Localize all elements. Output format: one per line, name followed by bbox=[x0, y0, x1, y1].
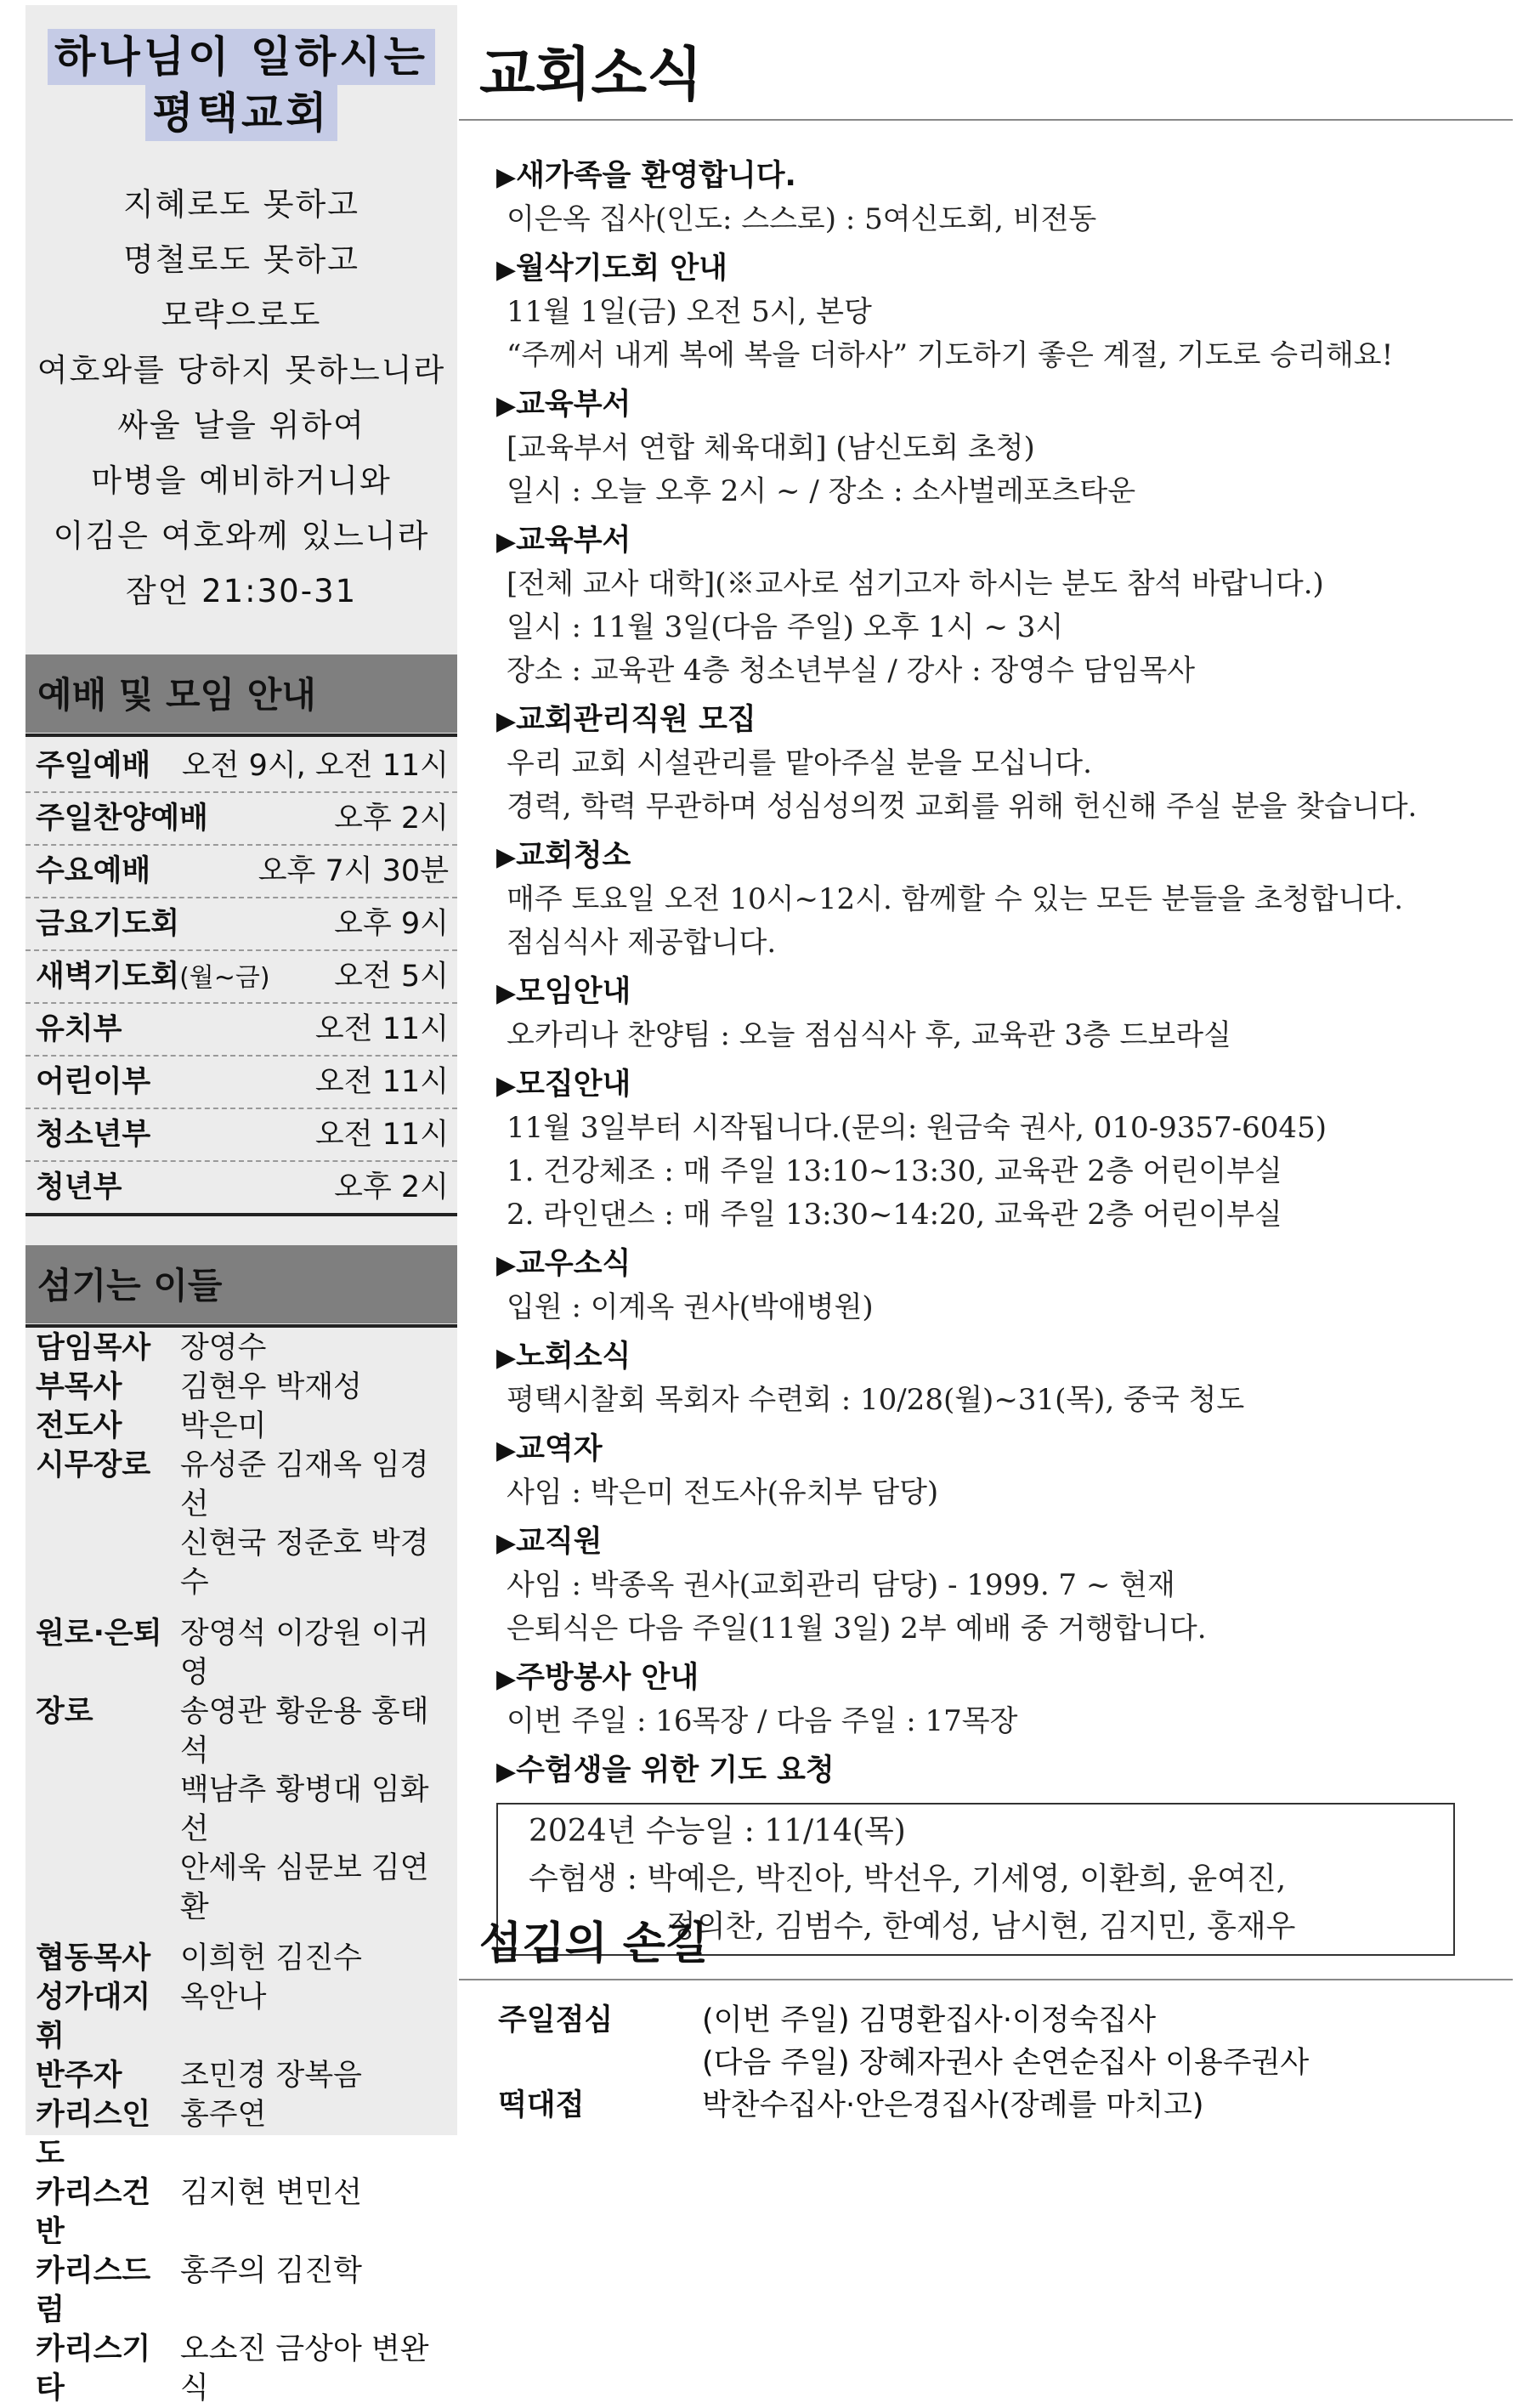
verse-line: 마병을 예비하거니와 bbox=[91, 462, 392, 499]
serve-row bbox=[498, 2042, 1309, 2084]
worship-name bbox=[36, 951, 270, 1004]
verse-reference: 잠언 21:30-31 bbox=[125, 573, 358, 609]
serve-label: 주일점심 bbox=[498, 2003, 614, 2037]
staff-name-line: 김지현 변민선 bbox=[180, 2176, 362, 2210]
news-heading-text: 모임안내 bbox=[516, 975, 631, 1009]
serve-text: 박찬수집사·안은경집사(장례를 마치고) bbox=[702, 2088, 1204, 2122]
staff-name-line: 유성준 김재옥 임경선 bbox=[179, 1448, 429, 1521]
worship-row bbox=[25, 1162, 457, 1216]
news-item bbox=[496, 972, 1482, 1057]
worship-section-header: 예배 및 모임 안내 bbox=[25, 654, 457, 733]
serve-list bbox=[498, 1999, 1309, 2127]
news-line: 입원 : 이계옥 권사(박애병원) bbox=[507, 1290, 874, 1324]
bullet-arrow-icon: ▶ bbox=[496, 391, 517, 421]
serve-text: (이번 주일) 김명환집사·이정숙집사 bbox=[702, 2003, 1157, 2037]
news-line: 사임 : 박종옥 권사(교회관리 담당) - 1999. 7 ~ 현재 bbox=[507, 1568, 1175, 1602]
news-heading-text: 교회청소 bbox=[516, 839, 631, 873]
staff-names bbox=[180, 2330, 457, 2408]
bullet-arrow-icon: ▶ bbox=[496, 706, 517, 736]
staff-name-line: 김현우 박재성 bbox=[180, 1370, 362, 1404]
news-heading-text: 교직원 bbox=[516, 1525, 603, 1559]
worship-name bbox=[36, 1109, 150, 1160]
news-item bbox=[496, 248, 1482, 377]
news-item bbox=[496, 1336, 1482, 1422]
news-line: “주께서 내게 복에 복을 더하사” 기도하기 좋은 계절, 기도로 승리해요! bbox=[507, 338, 1394, 372]
news-line: 1. 건강체조 : 매 주일 13:10~13:30, 교육관 2층 어린이부실 bbox=[507, 1154, 1282, 1188]
bullet-arrow-icon: ▶ bbox=[496, 1250, 517, 1280]
staff-names bbox=[180, 2173, 362, 2252]
staff-names bbox=[180, 1368, 362, 1407]
worship-time: 오전 11시 bbox=[314, 1012, 449, 1046]
staff-row bbox=[25, 1939, 457, 1978]
worship-row bbox=[25, 1004, 457, 1057]
news-line: 오카리나 찬양팀 : 오늘 점심식사 후, 교육관 3층 드보라실 bbox=[507, 1018, 1231, 1052]
news-heading bbox=[496, 156, 1482, 198]
staff-row bbox=[25, 2330, 457, 2408]
worship-time: 오후 9시 bbox=[334, 907, 449, 941]
worship-time: 오전 9시, 오전 11시 bbox=[181, 749, 449, 783]
news-item bbox=[496, 520, 1482, 693]
serve-row bbox=[498, 2084, 1309, 2127]
worship-row bbox=[25, 740, 457, 793]
staff-name-line: 홍주의 김진학 bbox=[180, 2254, 362, 2288]
bullet-arrow-icon: ▶ bbox=[496, 1071, 517, 1101]
worship-name bbox=[36, 898, 179, 949]
staff-name-line: 이희헌 김진수 bbox=[180, 1941, 362, 1975]
news-item bbox=[496, 1429, 1482, 1515]
staff-row bbox=[25, 2173, 457, 2252]
bullet-arrow-icon: ▶ bbox=[496, 1436, 517, 1465]
worship-row bbox=[25, 793, 457, 846]
staff-label: 카리스기타 bbox=[36, 2332, 151, 2405]
worship-name bbox=[36, 1162, 122, 1213]
bullet-arrow-icon: ▶ bbox=[496, 1528, 517, 1558]
news-heading-text: 교우소식 bbox=[516, 1247, 631, 1281]
news-heading bbox=[496, 1750, 1482, 1793]
staff-label: 원로·은퇴 bbox=[36, 1617, 162, 1651]
worship-name bbox=[36, 740, 150, 791]
staff-row bbox=[25, 1368, 457, 1407]
news-item bbox=[496, 384, 1482, 513]
news-line: 경력, 학력 무관하며 성심성의껏 교회를 위해 헌신해 주실 분을 찾습니다. bbox=[507, 790, 1418, 824]
main-content bbox=[459, 0, 1517, 2145]
news-line: 일시 : 11월 3일(다음 주일) 오후 1시 ~ 3시 bbox=[507, 610, 1064, 644]
news-line: 일시 : 오늘 오후 2시 ~ / 장소 : 소사벌레포츠타운 bbox=[507, 474, 1136, 508]
staff-row bbox=[25, 1978, 457, 2056]
staff-name-line: 안세욱 심문보 김연환 bbox=[179, 1851, 429, 1924]
staff-label: 카리스드럼 bbox=[36, 2254, 151, 2327]
news-line: 우리 교회 시설관리를 맡아주실 분을 모십니다. bbox=[507, 746, 1092, 780]
page-title: 교회소식 bbox=[479, 42, 703, 109]
news-item bbox=[496, 1244, 1482, 1329]
news-line: 사임 : 박은미 전도사(유치부 담당) bbox=[507, 1476, 939, 1510]
worship-name bbox=[36, 793, 208, 844]
staff-names bbox=[180, 2252, 362, 2330]
verse-line: 명철로도 못하고 bbox=[123, 241, 359, 278]
exam-date: 2024년 수능일 : 11/14(목) bbox=[529, 1814, 906, 1849]
staff-name-line: 백남추 황병대 임화선 bbox=[179, 1773, 429, 1846]
serve-label: 떡대접 bbox=[498, 2088, 585, 2122]
news-heading bbox=[496, 520, 1482, 563]
news-line: 평택시찰회 목회자 수련회 : 10/28(월)~31(목), 중국 청도 bbox=[507, 1383, 1245, 1417]
students-line: 수험생 : 박예은, 박진아, 박선우, 기세영, 이환희, 윤여진, bbox=[529, 1861, 1287, 1896]
staff-section-header: 섬기는 이들 bbox=[25, 1245, 457, 1323]
news-heading-text: 교육부서 bbox=[516, 524, 631, 558]
worship-time: 오후 7시 30분 bbox=[258, 854, 449, 888]
news-heading bbox=[496, 836, 1482, 878]
news-line: [교육부서 연합 체육대회] (남신도회 초청) bbox=[507, 431, 1035, 465]
church-title-line: 평택교회 bbox=[145, 85, 337, 141]
worship-name-text: 수요예배 bbox=[36, 854, 151, 888]
bullet-arrow-icon: ▶ bbox=[496, 1664, 517, 1694]
staff-names bbox=[180, 1446, 457, 1602]
title-divider bbox=[459, 119, 1513, 121]
staff-names bbox=[180, 2056, 362, 2095]
church-title bbox=[25, 5, 457, 141]
staff-names bbox=[180, 1329, 266, 1368]
staff-label: 카리스인도 bbox=[36, 2098, 151, 2171]
staff-label: 전도사 bbox=[36, 1409, 122, 1443]
worship-name bbox=[36, 1057, 150, 1108]
staff-name-line: 오소진 금상아 변완식 bbox=[179, 2332, 429, 2405]
news-line: 이번 주일 : 16목장 / 다음 주일 : 17목장 bbox=[507, 1704, 1018, 1738]
news-line: 매주 토요일 오전 10시~12시. 함께할 수 있는 모든 분들을 초청합니다. bbox=[507, 882, 1403, 916]
news-item bbox=[496, 1521, 1482, 1651]
bullet-arrow-icon: ▶ bbox=[496, 255, 517, 285]
news-heading-text: 교회관리직원 모집 bbox=[516, 703, 756, 737]
worship-name-text: 금요기도회 bbox=[36, 907, 180, 941]
bullet-arrow-icon: ▶ bbox=[496, 527, 517, 557]
worship-name bbox=[36, 846, 150, 897]
verse-line: 모략으로도 bbox=[161, 297, 322, 333]
worship-row bbox=[25, 846, 457, 898]
staff-list bbox=[25, 1329, 457, 2408]
staff-name-line: 장영석 이강원 이귀영 bbox=[179, 1617, 429, 1690]
staff-names bbox=[180, 1978, 266, 2056]
worship-time: 오후 2시 bbox=[334, 1170, 449, 1204]
staff-label: 시무장로 bbox=[36, 1448, 151, 1482]
church-title-line: 하나님이 일하시는 bbox=[48, 29, 435, 85]
news-heading-text: 수험생을 위한 기도 요청 bbox=[516, 1754, 835, 1788]
serve-divider bbox=[459, 1979, 1513, 1980]
worship-name-text: 청년부 bbox=[36, 1170, 122, 1204]
staff-names bbox=[180, 1692, 457, 1927]
staff-label: 부목사 bbox=[36, 1370, 122, 1404]
news-item bbox=[496, 700, 1482, 829]
bullet-arrow-icon: ▶ bbox=[496, 1343, 517, 1373]
news-heading-text: 모집안내 bbox=[516, 1068, 631, 1102]
worship-name bbox=[36, 1004, 122, 1055]
serve-label bbox=[498, 2042, 680, 2084]
staff-row bbox=[25, 2252, 457, 2330]
staff-row bbox=[25, 1329, 457, 1368]
bullet-arrow-icon: ▶ bbox=[496, 842, 517, 872]
bullet-arrow-icon: ▶ bbox=[496, 1757, 517, 1787]
bible-verse bbox=[25, 177, 457, 619]
staff-name-line: 송영관 황운용 홍태석 bbox=[179, 1695, 429, 1768]
worship-row bbox=[25, 898, 457, 951]
staff-label: 협동목사 bbox=[36, 1941, 151, 1975]
worship-name-text: 청소년부 bbox=[36, 1118, 151, 1152]
worship-schedule bbox=[25, 740, 457, 1216]
serve-text: (다음 주일) 장혜자권사 손연순집사 이용주권사 bbox=[702, 2046, 1310, 2080]
news-item bbox=[496, 836, 1482, 965]
staff-row bbox=[25, 1614, 457, 1692]
serve-row bbox=[498, 1999, 1309, 2042]
news-heading-text: 새가족을 환영합니다. bbox=[516, 159, 796, 193]
staff-name-line: 신현국 정준호 박경수 bbox=[179, 1527, 429, 1600]
staff-row bbox=[25, 2056, 457, 2095]
worship-time: 오전 11시 bbox=[314, 1118, 449, 1152]
news-heading bbox=[496, 1064, 1482, 1107]
bullet-arrow-icon: ▶ bbox=[496, 162, 517, 192]
news-heading bbox=[496, 1657, 1482, 1700]
news-heading-text: 교육부서 bbox=[516, 388, 631, 422]
news-line: 은퇴식은 다음 주일(11월 3일) 2부 예배 중 거행합니다. bbox=[507, 1612, 1207, 1646]
worship-time: 오전 11시 bbox=[314, 1065, 449, 1099]
serve-section-title: 섬김의 손길 bbox=[479, 1918, 709, 1969]
news-heading bbox=[496, 700, 1482, 742]
worship-name-text: 유치부 bbox=[36, 1012, 122, 1046]
worship-name-text: 새벽기도회 bbox=[36, 960, 180, 994]
news-line: 이은옥 집사(인도: 스스로) : 5여신도회, 비전동 bbox=[507, 202, 1097, 236]
staff-row bbox=[25, 1692, 457, 1927]
staff-label: 반주자 bbox=[36, 2059, 122, 2093]
news-line: [전체 교사 대학](※교사로 섬기고자 하시는 분도 참석 바랍니다.) bbox=[507, 567, 1324, 601]
news-heading-text: 주방봉사 안내 bbox=[516, 1661, 699, 1695]
staff-row bbox=[25, 1407, 457, 1446]
news-heading-text: 월삭기도회 안내 bbox=[516, 252, 727, 286]
staff-row bbox=[25, 1446, 457, 1602]
staff-name-line: 장영수 bbox=[180, 1331, 267, 1365]
staff-names bbox=[180, 1407, 266, 1446]
news-heading bbox=[496, 972, 1482, 1014]
news-heading bbox=[496, 384, 1482, 427]
worship-name-text: 어린이부 bbox=[36, 1065, 151, 1099]
news-heading bbox=[496, 1244, 1482, 1286]
staff-label: 카리스건반 bbox=[36, 2176, 151, 2249]
news-heading bbox=[496, 1336, 1482, 1379]
news-line: 2. 라인댄스 : 매 주일 13:30~14:20, 교육관 2층 어린이부실 bbox=[507, 1198, 1282, 1232]
news-heading-text: 노회소식 bbox=[516, 1340, 631, 1374]
worship-row bbox=[25, 1057, 457, 1109]
staff-name-line: 옥안나 bbox=[180, 1980, 267, 2014]
worship-time: 오전 5시 bbox=[334, 960, 449, 994]
bullet-arrow-icon: ▶ bbox=[496, 978, 517, 1008]
staff-name-line: 박은미 bbox=[180, 1409, 267, 1443]
news-heading bbox=[496, 1521, 1482, 1564]
worship-name-text: 주일예배 bbox=[36, 749, 151, 783]
worship-row bbox=[25, 1109, 457, 1162]
news-line: 11월 3일부터 시작됩니다.(문의: 원금숙 권사, 010-9357-6045) bbox=[507, 1111, 1327, 1145]
news-heading bbox=[496, 1429, 1482, 1471]
staff-names bbox=[180, 2095, 266, 2173]
verse-line: 싸울 날을 위하여 bbox=[117, 407, 365, 444]
news-item bbox=[496, 1064, 1482, 1237]
staff-label: 담임목사 bbox=[36, 1331, 151, 1365]
sidebar bbox=[25, 5, 457, 2405]
worship-row bbox=[25, 951, 457, 1004]
staff-names bbox=[180, 1939, 362, 1978]
worship-note: (월~금) bbox=[179, 963, 270, 993]
verse-line: 이김은 여호와께 있느니라 bbox=[53, 518, 430, 554]
verse-line: 지혜로도 못하고 bbox=[123, 186, 359, 223]
news-line: 장소 : 교육관 4층 청소년부실 / 강사 : 장영수 담임목사 bbox=[507, 654, 1196, 688]
worship-time: 오후 2시 bbox=[334, 802, 449, 836]
news-item bbox=[496, 1657, 1482, 1743]
news-list bbox=[496, 156, 1482, 1963]
news-line: 11월 1일(금) 오전 5시, 본당 bbox=[507, 295, 872, 329]
staff-name-line: 조민경 장복음 bbox=[180, 2059, 362, 2093]
news-heading-text: 교역자 bbox=[516, 1432, 603, 1466]
news-line: 점심식사 제공합니다. bbox=[507, 926, 777, 960]
staff-name-line: 홍주연 bbox=[180, 2098, 267, 2132]
news-item bbox=[496, 156, 1482, 241]
staff-names bbox=[180, 1614, 457, 1692]
worship-name-text: 주일찬양예배 bbox=[36, 802, 208, 836]
verse-line: 여호와를 당하지 못하느니라 bbox=[37, 352, 446, 388]
news-heading bbox=[496, 248, 1482, 291]
staff-label: 장로 bbox=[36, 1695, 93, 1729]
students-line: 정의찬, 김범수, 한예성, 남시현, 김지민, 홍재우 bbox=[666, 1909, 1296, 1944]
staff-label: 성가대지휘 bbox=[36, 1980, 151, 2054]
staff-row bbox=[25, 2095, 457, 2173]
